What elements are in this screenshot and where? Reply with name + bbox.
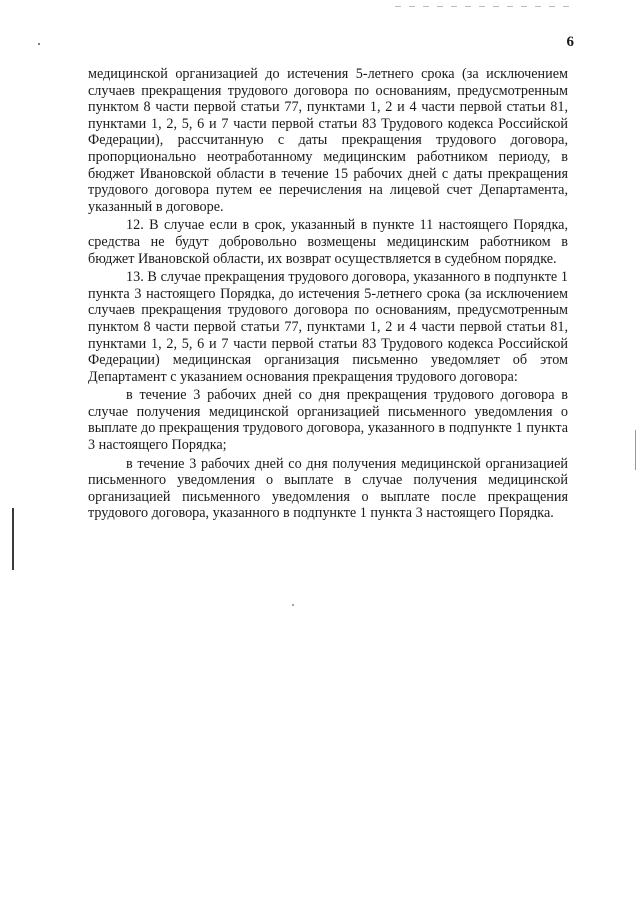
scan-artifact-margin-bar <box>12 508 14 570</box>
document-body <box>88 66 568 524</box>
paragraph-subitem-first: в течение 3 рабочих дней со дня прекращения трудового договора в случае получения медицинской организацией письменного уведомления о выплате до прекращения трудового договора, указанного в подпункте 1 пункта 3 настоящего Порядка; <box>88 387 568 454</box>
page-number: 6 <box>566 34 574 50</box>
scan-artifact-edge <box>635 430 636 470</box>
scan-artifact-top <box>395 6 575 7</box>
scan-artifact-dot <box>38 43 40 45</box>
paragraph-continuation: медицинской организацией до истечения 5-летнего срока (за исключением случаев прекращения трудового договора по основаниям, предусмотренным пунктом 8 части первой статьи 77, пунктами 1, 2 и 4 части первой статьи 81, пунктами 1, 2, 5, 6 и 7 части первой статьи 83 Трудового кодекса Российской Федерации), рассчитанную с даты прекращения трудового договора, пропорционально неотработанному медицинским работником периоду, в бюджет Ивановской области в течение 15 рабочих дней с даты прекращения трудового договора путем ее перечисления на лицевой счет Департамента, указанный в договоре. <box>88 66 568 215</box>
paragraph-subitem-second: в течение 3 рабочих дней со дня получения медицинской организацией письменного уведомления о выплате в случае получения медицинской организацией письменного уведомления о выплате после прекращения трудового договора, указанного в подпункте 1 пункта 3 настоящего Порядка. <box>88 455 568 522</box>
paragraph-item-13: 13. В случае прекращения трудового договора, указанного в подпункте 1 пункта 3 настоящего Порядка, до истечения 5-летнего срока (за исключением случаев прекращения трудового договора по основаниям, предусмотренным пунктом 8 части первой статьи 77, пунктами 1, 2 и 4 части первой статьи 81, пунктами 1, 2, 5, 6 и 7 части первой статьи 83 Трудового кодекса Российской Федерации) медицинская организация письменно уведомляет об этом Департамент с указанием основания прекращения трудового договора: <box>88 269 568 385</box>
scan-artifact-dot <box>292 604 294 606</box>
paragraph-item-12: 12. В случае если в срок, указанный в пункте 11 настоящего Порядка, средства не будут добровольно возмещены медицинским работником в бюджет Ивановской области, их возврат осуществляется в судебном порядке. <box>88 217 568 267</box>
